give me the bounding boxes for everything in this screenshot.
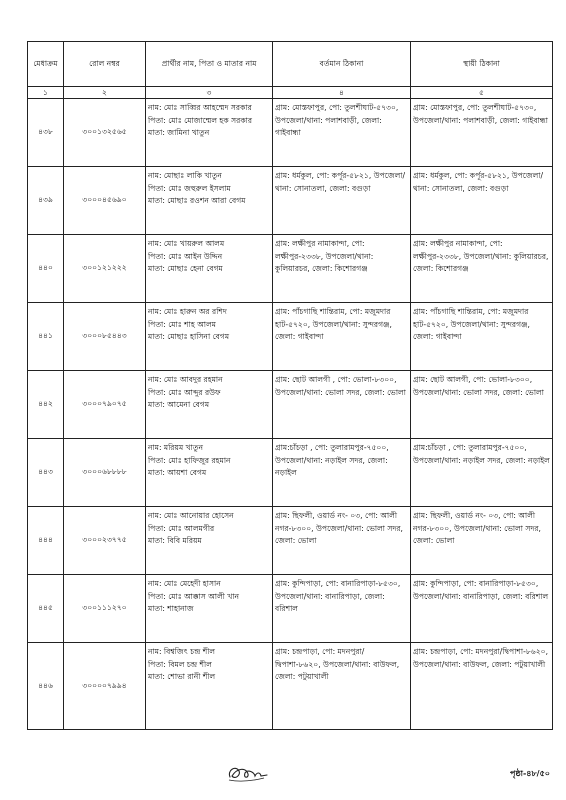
column-number: ৩ [146, 87, 273, 99]
candidate-info-line: মাতা: জামিনা খাতুন [148, 128, 210, 137]
candidate-name-cell [146, 643, 273, 730]
permanent-address-cell [411, 575, 553, 643]
permanent-address-cell [411, 439, 553, 507]
header-present-address: বর্তমান ঠিকানা [273, 42, 411, 87]
permanent-address-cell [411, 371, 553, 439]
candidate-info-line: মাতা: শাহানাজ [148, 604, 194, 613]
candidate-info-line: নাম: মোছাঃ লাকি খাতুন [148, 171, 222, 180]
address-text: গ্রাম: ছিফলী, ওয়ার্ড নং- ০৩, পো: আলী নগর-৮৩০০, উপজেলা/থানা: ভোলা সদর, জেলা: ভোলা [275, 511, 403, 545]
header-row [28, 42, 553, 87]
candidate-info-line: মাতা: মোছাঃ হাসিনা বেগম [148, 332, 230, 341]
candidate-name-cell [146, 507, 273, 575]
candidate-info-line: মাতা: আয়শা বেগম [148, 468, 207, 477]
signature-image [224, 762, 270, 784]
address-text: গ্রাম: ছোট আলগী , পো: ভোলা-৮৩০০, উপজেলা/থানা: ভোলা সদর, জেলা: ভোলা [275, 375, 406, 397]
address-text: গ্রাম: ধর্মকুল, পো: কর্পূর-৫৮২১, উপজেলা/থানা: সোনাতলা, জেলা: বগুড়া [413, 171, 544, 193]
merit-cell: ৪৪০ [28, 235, 64, 303]
column-number: ৪ [273, 87, 411, 99]
candidate-info-line: পিতা: মোঃ শাহ আলম [148, 319, 216, 329]
column-number-row [28, 87, 553, 99]
table-row [28, 235, 553, 303]
address-text: গ্রাম: মোস্তফাপুর, পো: তুলশীঘাট-৫৭৩০, উপজেলা/থানা: পলাশবাড়ী, জেলা: গাইবান্ধা [413, 103, 548, 125]
roll-cell: ৩০০১২১২২২ [64, 235, 146, 303]
roll-cell: ৩০০১৩২৫৬৫ [64, 99, 146, 167]
candidate-info-line: নাম: মোঃ মেহেদী হাসান [148, 579, 221, 588]
merit-cell: ৪৪২ [28, 371, 64, 439]
candidate-name-cell [146, 303, 273, 371]
page-number: পৃষ্ঠা-৪৮/৫০ [510, 769, 550, 778]
candidate-info-line: মাতা: মোছাঃ রওশন আরা বেগম [148, 196, 246, 205]
candidate-info-line: পিতা: বিমল চন্দ্র শীল [148, 659, 212, 669]
permanent-address-cell [411, 235, 553, 303]
address-text: গ্রাম: লক্ষীপুর নামাকান্দা, পো: লক্ষীপুর-২৩৩৮, উপজেলা/থানা: কুলিয়ারচর, জেলা: কিশোরগঞ্জ [275, 239, 374, 273]
candidate-info-line: মাতা: মোছাঃ হেনা বেগম [148, 264, 223, 273]
candidate-name-cell [146, 99, 273, 167]
candidate-info-line: পিতা: মোঃ আইন উদ্দিন [148, 251, 223, 261]
merit-cell: ৪৪১ [28, 303, 64, 371]
permanent-address-cell [411, 507, 553, 575]
roll-cell: ৩০০০৪৫৬৯০ [64, 167, 146, 235]
merit-cell: ৪৪৪ [28, 507, 64, 575]
roll-cell: ৩০০১১১২৭০ [64, 575, 146, 643]
candidate-info-line: নাম: মোঃ আবদুর রহমান [148, 375, 223, 384]
candidate-info-line: পিতা: মোঃ আলমগীর [148, 523, 215, 533]
candidate-info-line: নাম: মোঃ খায়রুল আলম [148, 239, 225, 248]
candidate-info-line: পিতা: মোঃ হাফিজুর রহমান [148, 455, 231, 465]
candidate-info-line: নাম: মোঃ সাব্বির আহম্মেদ সরকার [148, 103, 252, 112]
merit-cell: ৪৪৫ [28, 575, 64, 643]
present-address-cell [273, 575, 411, 643]
table-row [28, 507, 553, 575]
address-text: গ্রাম: ধর্মকুল, পো: কর্পূর-৫৮২১, উপজেলা/থানা: সোনাতলা, জেলা: বগুড়া [275, 171, 406, 193]
present-address-cell [273, 235, 411, 303]
column-number: ১ [28, 87, 64, 99]
present-address-cell [273, 643, 411, 730]
address-text: গ্রাম: চন্দ্রপাড়া, পো: মদনপুরা/দ্বিপাশা-৮৬২০, উপজেলা/থানা: বাউফল, জেলা: পটুয়াখালী [413, 647, 548, 669]
permanent-address-cell [411, 167, 553, 235]
merit-cell: ৪৪৩ [28, 439, 64, 507]
roll-cell: ৩০০০৬৮৮৮৮ [64, 439, 146, 507]
present-address-cell [273, 439, 411, 507]
address-text: গ্রাম: ছোট আলগী, পো: ভোলা-৮৩০০, উপজেলা/থানা: ভোলা সদর, জেলা: ভোলা [413, 375, 544, 397]
table-row [28, 303, 553, 371]
candidate-name-cell [146, 439, 273, 507]
header-merit: মেধাক্রম [28, 42, 64, 87]
column-number: ২ [64, 87, 146, 99]
candidate-name-cell [146, 371, 273, 439]
table-row [28, 371, 553, 439]
candidate-info-line: মাতা: বিবি মরিয়ম [148, 536, 202, 545]
candidate-info-line: পিতা: মোঃ জহুরুল ইসলাম [148, 183, 231, 193]
address-text: গ্রাম: পাঁচগাছি শান্তিরাম, পো: মজুমদার হাট-৫৭২০, উপজেলা/থানা: সুন্দরগঞ্জ, জেলা: গাইবান্দা [413, 307, 530, 341]
present-address-cell [273, 303, 411, 371]
merit-cell: ৪৪৬ [28, 643, 64, 730]
table-row [28, 99, 553, 167]
roll-cell: ৩০০০৮৫৪৪৩ [64, 303, 146, 371]
table-body [28, 99, 553, 730]
merit-cell: ৪৩৯ [28, 167, 64, 235]
table-row [28, 439, 553, 507]
table-row [28, 575, 553, 643]
address-text: গ্রাম: কুন্দিপাড়া, পো: বানারিপাড়া-৮৫৩০, উপজেলা/থানা: বানারিপাড়া, জেলা: বরিশাল [275, 579, 401, 613]
candidate-info-line: নাম: মোঃ হারুন অর রশিদ [148, 307, 227, 316]
candidate-name-cell [146, 235, 273, 303]
candidate-info-line: পিতা: মোঃ আব্দুর রউফ [148, 387, 221, 397]
roll-cell: ৩০০০০৭৯৯৪ [64, 643, 146, 730]
candidate-info-line: পিতা: মোঃ আক্কাস আলী খান [148, 591, 240, 601]
merit-cell: ৪৩৮ [28, 99, 64, 167]
permanent-address-cell [411, 643, 553, 730]
candidate-info-line: নাম: মরিয়ম খাতুন [148, 443, 204, 452]
address-text: গ্রাম: লক্ষীপুর নামাকান্দা, পো: লক্ষীপুর-২৩৩৮, উপজেলা/থানা: কুলিয়ারচর, জেলা: কিশোরগঞ্জ [413, 239, 549, 273]
candidate-info-line: পিতা: মোঃ মোজাম্মেল হক সরকার [148, 115, 253, 125]
address-text: গ্রাম: চন্দ্রপাড়া, পো: মদনপুরা/দ্বিপাশা-৮৬২০, উপজেলা/থানা: বাউফল, জেলা: পটুয়াখালী [275, 647, 400, 681]
address-text: গ্রাম:চাঁচড়া , পো: তুলারামপুর-৭৫০০, উপজেলা/থানা: নড়াইল সদর, জেলা: নড়াইল [275, 443, 389, 477]
candidate-info-line: মাতা: শোভা রানী শীল [148, 672, 216, 681]
permanent-address-cell [411, 303, 553, 371]
candidate-info-line: নাম: মোঃ আনোয়ার হোসেন [148, 511, 234, 520]
candidate-name-cell [146, 575, 273, 643]
candidate-name-cell [146, 167, 273, 235]
candidate-info-line: নাম: বিশ্বজিৎ চন্দ্র শীল [148, 647, 216, 656]
present-address-cell [273, 167, 411, 235]
header-roll: রোল নম্বর [64, 42, 146, 87]
table-row [28, 643, 553, 730]
column-number: ৫ [411, 87, 553, 99]
address-text: গ্রাম: ছিফলী, ওয়ার্ড নং- ০৩, পো: আলী নগর-৮৩০০, উপজেলা/থানা: ভোলা সদর, জেলা: ভোলা [413, 511, 541, 545]
permanent-address-cell [411, 99, 553, 167]
merit-list-table [27, 41, 553, 730]
candidate-info-line: মাতা: আমেনা বেগম [148, 400, 210, 409]
present-address-cell [273, 507, 411, 575]
address-text: গ্রাম: পাঁচগাছি শান্তিরাম, পো: মজুমদার হাট-৫৭২০, উপজেলা/থানা: সুন্দরগঞ্জ, জেলা: গাইবান্দা [275, 307, 392, 341]
header-name: প্রার্থীর নাম, পিতা ও মাতার নাম [146, 42, 273, 87]
header-permanent-address: স্থায়ী ঠিকানা [411, 42, 553, 87]
table-row [28, 167, 553, 235]
address-text: গ্রাম:চাঁচড়া , পো: তুলারামপুর-৭৫০০, উপজেলা/থানা: নড়াইল সদর, জেলা: নড়াইল [413, 443, 550, 465]
roll-cell: ৩০০০৭৯০৭৫ [64, 371, 146, 439]
present-address-cell [273, 99, 411, 167]
address-text: গ্রাম: মোস্তফাপুর, পো: তুলশীঘাট-৫৭৩০, উপজেলা/থানা: পলাশবাড়ী, জেলা: গাইবান্ধা [275, 103, 399, 137]
roll-cell: ৩০০০২৩৭৭৫ [64, 507, 146, 575]
address-text: গ্রাম: কুন্দিপাড়া, পো: বানারিপাড়া-৮৫৩০, উপজেলা/থানা: বানারিপাড়া, জেলা: বরিশাল [413, 579, 549, 601]
present-address-cell [273, 371, 411, 439]
